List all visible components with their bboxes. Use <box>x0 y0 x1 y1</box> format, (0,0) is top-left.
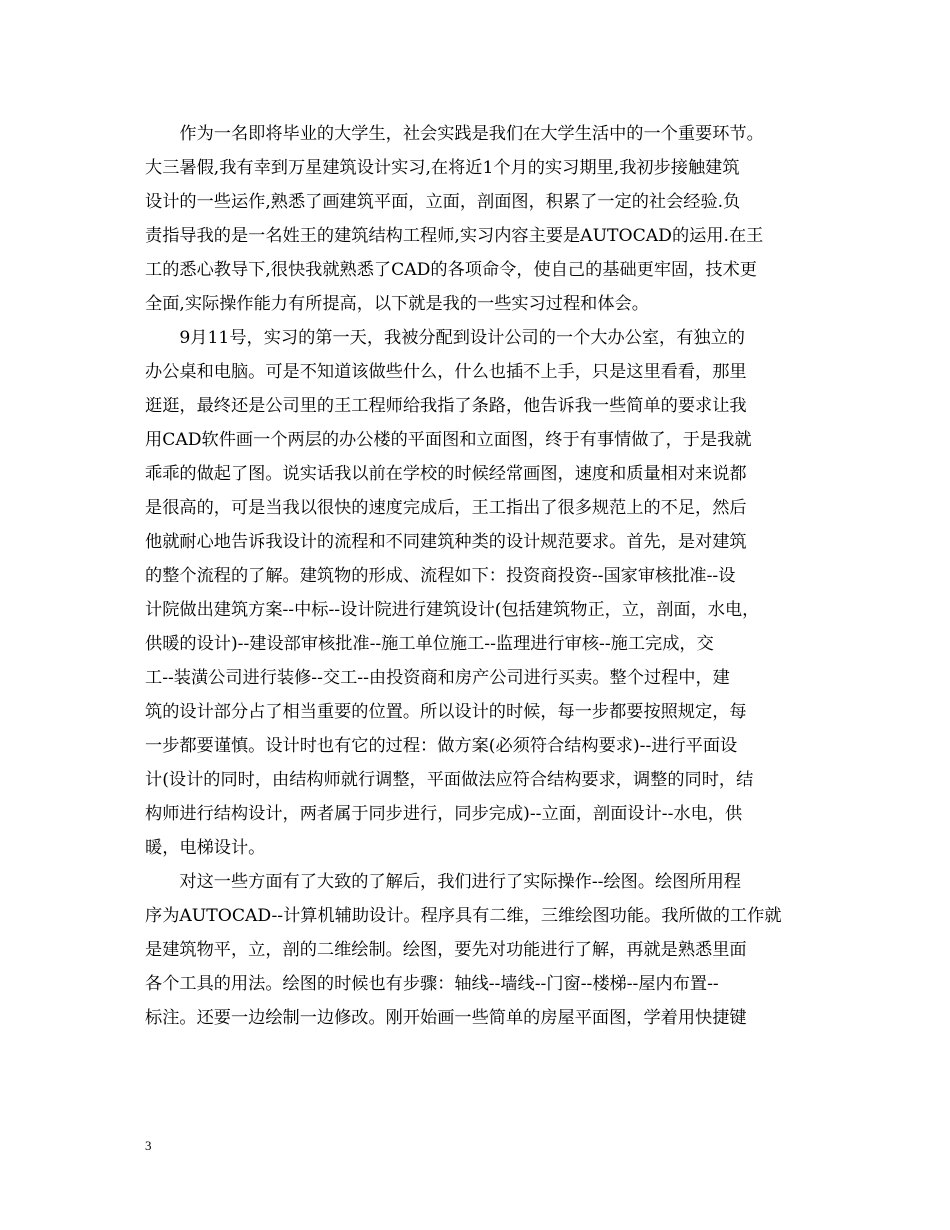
text-line: 构师进行结构设计，两者属于同步进行，同步完成)--立面，剖面设计--水电，供 <box>145 804 743 824</box>
text-line: 办公桌和电脑。可是不知道该做些什么，什么也插不上手，只是这里看看，那里 <box>145 362 747 382</box>
text-line: 的整个流程的了解。建筑物的形成、流程如下：投资商投资--国家审核批准--设 <box>145 566 736 586</box>
page-number: 3 <box>145 1138 152 1153</box>
text-line: 9月11号，实习的第一天，我被分配到设计公司的一个大办公室，有独立的 <box>145 328 745 348</box>
text-line: 供暖的设计)--建设部审核批准--施工单位施工--监理进行审核--施工完成，交 <box>145 634 714 654</box>
text-line: 对这一些方面有了大致的了解后，我们进行了实际操作--绘图。绘图所用程 <box>145 872 741 892</box>
text-line: 责指导我的是一名姓王的建筑结构工程师,实习内容主要是AUTOCAD的运用.在王 <box>145 226 764 246</box>
text-line: 作为一名即将毕业的大学生，社会实践是我们在大学生活中的一个重要环节。 <box>145 124 764 144</box>
text-line: 计(设计的同时，由结构师就行调整，平面做法应符合结构要求，调整的同时，结 <box>145 770 754 790</box>
text-line: 工--装潢公司进行装修--交工--由投资商和房产公司进行买卖。整个过程中，建 <box>145 668 730 688</box>
text-line: 暖，电梯设计。 <box>145 838 266 858</box>
text-line: 序为AUTOCAD--计算机辅助设计。程序具有二维，三维绘图功能。我所做的工作就 <box>145 906 782 926</box>
text-line: 是建筑物平，立，剖的二维绘制。绘图，要先对功能进行了解，再就是熟悉里面 <box>145 940 747 960</box>
text-line: 工的悉心教导下,很快我就熟悉了CAD的各项命令，使自己的基础更牢固，技术更 <box>145 260 757 280</box>
text-line: 筑的设计部分占了相当重要的位置。所以设计的时候，每一步都要按照规定，每 <box>145 702 747 722</box>
text-line: 逛逛，最终还是公司里的王工程师给我指了条路，他告诉我一些简单的要求让我 <box>145 396 747 416</box>
text-line: 他就耐心地告诉我设计的流程和不同建筑种类的设计规范要求。首先，是对建筑 <box>145 532 747 552</box>
text-line: 是很高的，可是当我以很快的速度完成后，王工指出了很多规范上的不足，然后 <box>145 498 747 518</box>
text-line: 各个工具的用法。绘图的时候也有步骤：轴线--墙线--门窗--楼梯--屋内布置-- <box>145 974 719 994</box>
text-line: 全面,实际操作能力有所提高，以下就是我的一些实习过程和体会。 <box>145 294 649 314</box>
text-line: 标注。还要一边绘制一边修改。刚开始画一些简单的房屋平面图，学着用快捷键 <box>145 1008 747 1028</box>
text-line: 计院做出建筑方案--中标--设计院进行建筑设计(包括建筑物正，立，剖面，水电， <box>145 600 760 620</box>
body-text <box>145 117 805 1035</box>
text-line: 大三暑假,我有幸到万星建筑设计实习,在将近1个月的实习期里,我初步接触建筑 <box>145 158 740 178</box>
text-line: 设计的一些运作,熟悉了画建筑平面，立面，剖面图，积累了一定的社会经验.负 <box>145 192 741 212</box>
text-line: 乖乖的做起了图。说实话我以前在学校的时候经常画图，速度和质量相对来说都 <box>145 464 747 484</box>
text-line: 一步都要谨慎。设计时也有它的过程：做方案(必须符合结构要求)--进行平面设 <box>145 736 738 756</box>
text-line: 用CAD软件画一个两层的办公楼的平面图和立面图，终于有事情做了，于是我就 <box>145 430 752 450</box>
